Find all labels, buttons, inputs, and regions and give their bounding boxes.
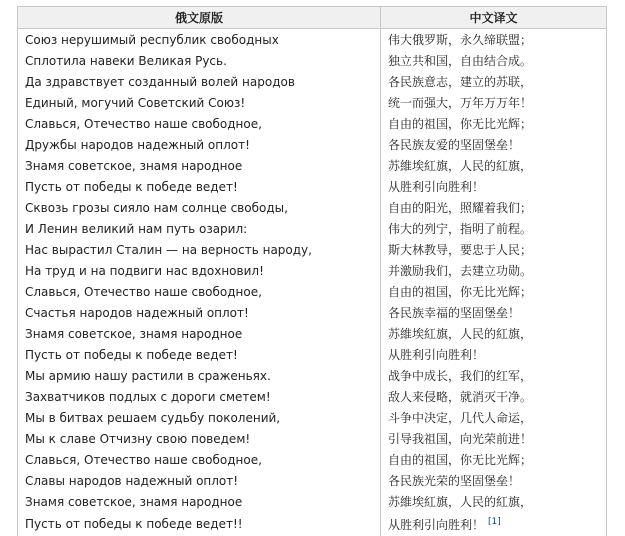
russian-lyric-cell: Знамя советское, знамя народное [18,155,381,176]
chinese-lyric-text: 伟大俄罗斯，永久缔联盟； [388,33,532,47]
russian-lyric-cell: Славься, Отечество наше свободное, [18,113,381,134]
chinese-lyric-cell [381,365,607,386]
chinese-lyric-text: 自由的祖国，你无比光辉； [388,453,532,467]
table-row [18,71,607,92]
russian-lyric-cell: Да здравствует созданный волей народов [18,71,381,92]
column-header-chinese-translation: 中文译文 [381,7,607,29]
chinese-lyric-text: 并激励我们，去建立功勋。 [388,264,532,278]
chinese-lyric-text: 统一而强大，万年万万年！ [388,96,532,110]
chinese-lyric-text: 各民族光荣的坚固堡垒！ [388,474,520,488]
chinese-lyric-text: 自由的祖国，你无比光辉； [388,117,532,131]
table-row [18,50,607,71]
table-row [18,449,607,470]
chinese-lyric-text: 苏維埃紅旗，人民的紅旗， [388,495,532,509]
table-row [18,302,607,323]
chinese-lyric-cell [381,281,607,302]
table-body [18,29,607,536]
chinese-lyric-cell [381,176,607,197]
russian-lyric-cell: Сплотила навеки Великая Русь. [18,50,381,71]
table-row [18,323,607,344]
chinese-lyric-cell [381,323,607,344]
russian-lyric-cell: Знамя советское, знамя народное [18,323,381,344]
russian-lyric-cell: Мы к славе Отчизну свою поведем! [18,428,381,449]
chinese-lyric-cell [381,386,607,407]
russian-lyric-cell: Пусть от победы к победе ведет! [18,176,381,197]
anthem-translation-table [17,6,607,536]
chinese-lyric-text: 从胜利引向胜利！ [388,518,484,532]
chinese-lyric-cell [381,155,607,176]
russian-lyric-cell: Славы народов надежный оплот! [18,470,381,491]
russian-lyric-cell: Пусть от победы к победе ведет! [18,344,381,365]
column-header-russian-original: 俄文原版 [18,7,381,29]
chinese-lyric-text: 自由的祖国，你无比光辉； [388,285,532,299]
chinese-lyric-text: 苏維埃紅旗，人民的紅旗， [388,327,532,341]
chinese-lyric-text: 斗争中决定，几代人命运， [388,411,532,425]
chinese-lyric-text: 从胜利引向胜利！ [388,180,484,194]
chinese-lyric-text: 引导我祖国，向光荣前进！ [388,432,532,446]
table-row [18,491,607,512]
russian-lyric-cell: Сквозь грозы сияло нам солнце свободы, [18,197,381,218]
russian-lyric-cell: Союз нерушимый республик свободных [18,29,381,51]
table-row [18,428,607,449]
table-row [18,239,607,260]
chinese-lyric-cell [381,71,607,92]
chinese-lyric-cell [381,239,607,260]
chinese-lyric-cell [381,470,607,491]
chinese-lyric-cell [381,344,607,365]
chinese-lyric-text: 从胜利引向胜利！ [388,348,484,362]
table-row [18,155,607,176]
chinese-lyric-cell [381,302,607,323]
chinese-lyric-cell [381,491,607,512]
russian-lyric-cell: Счастья народов надежный оплот! [18,302,381,323]
table-row [18,134,607,155]
chinese-lyric-cell [381,218,607,239]
russian-lyric-cell: Знамя советское, знамя народное [18,491,381,512]
russian-lyric-cell: Дружбы народов надежный оплот! [18,134,381,155]
russian-lyric-cell: Славься, Отечество наше свободное, [18,281,381,302]
chinese-lyric-cell [381,260,607,281]
table-row [18,407,607,428]
chinese-lyric-cell [381,29,607,51]
chinese-lyric-cell [381,407,607,428]
chinese-lyric-text: 伟大的列宁，指明了前程。 [388,222,532,236]
table-row [18,218,607,239]
russian-lyric-cell: На труд и на подвиги нас вдохновил! [18,260,381,281]
russian-lyric-cell: Мы армию нашу растили в сраженьях. [18,365,381,386]
table-row [18,365,607,386]
table-row [18,470,607,491]
chinese-lyric-cell [381,113,607,134]
table-row [18,260,607,281]
table-row [18,176,607,197]
russian-lyric-cell: Мы в битвах решаем судьбу поколений, [18,407,381,428]
chinese-lyric-text: 敌人来侵略，就消灭干净。 [388,390,532,404]
russian-lyric-cell: Единый, могучий Советский Союз! [18,92,381,113]
table-row [18,344,607,365]
russian-lyric-cell: И Ленин великий нам путь озарил: [18,218,381,239]
table-row [18,281,607,302]
chinese-lyric-cell [381,428,607,449]
table-row [18,386,607,407]
chinese-lyric-text: 自由的阳光，照耀着我们； [388,201,532,215]
chinese-lyric-text: 战争中成长，我们的红军， [388,369,532,383]
chinese-lyric-text: 斯大林教导，要忠于人民； [388,243,532,257]
table-row [18,512,607,536]
table-row [18,92,607,113]
russian-lyric-cell: Захватчиков подлых с дороги сметем! [18,386,381,407]
table-row [18,197,607,218]
table-row [18,29,607,51]
chinese-lyric-text: 各民族友爱的坚固堡垒！ [388,138,520,152]
table-header-row [18,7,607,29]
chinese-lyric-cell [381,512,607,536]
chinese-lyric-text: 各民族幸福的坚固堡垒！ [388,306,520,320]
russian-lyric-cell: Пусть от победы к победе ведет!! [18,512,381,536]
russian-lyric-cell: Нас вырастил Сталин — на верность народу, [18,239,381,260]
chinese-lyric-cell [381,449,607,470]
reference-link[interactable]: [1] [488,517,501,527]
chinese-lyric-cell [381,197,607,218]
chinese-lyric-text: 各民族意志，建立的苏联， [388,75,532,89]
chinese-lyric-text: 苏維埃紅旗，人民的紅旗， [388,159,532,173]
chinese-lyric-cell [381,134,607,155]
chinese-lyric-text: 独立共和国，自由结合成。 [388,54,532,68]
table-row [18,113,607,134]
russian-lyric-cell: Славься, Отечество наше свободное, [18,449,381,470]
chinese-lyric-cell [381,50,607,71]
chinese-lyric-cell [381,92,607,113]
